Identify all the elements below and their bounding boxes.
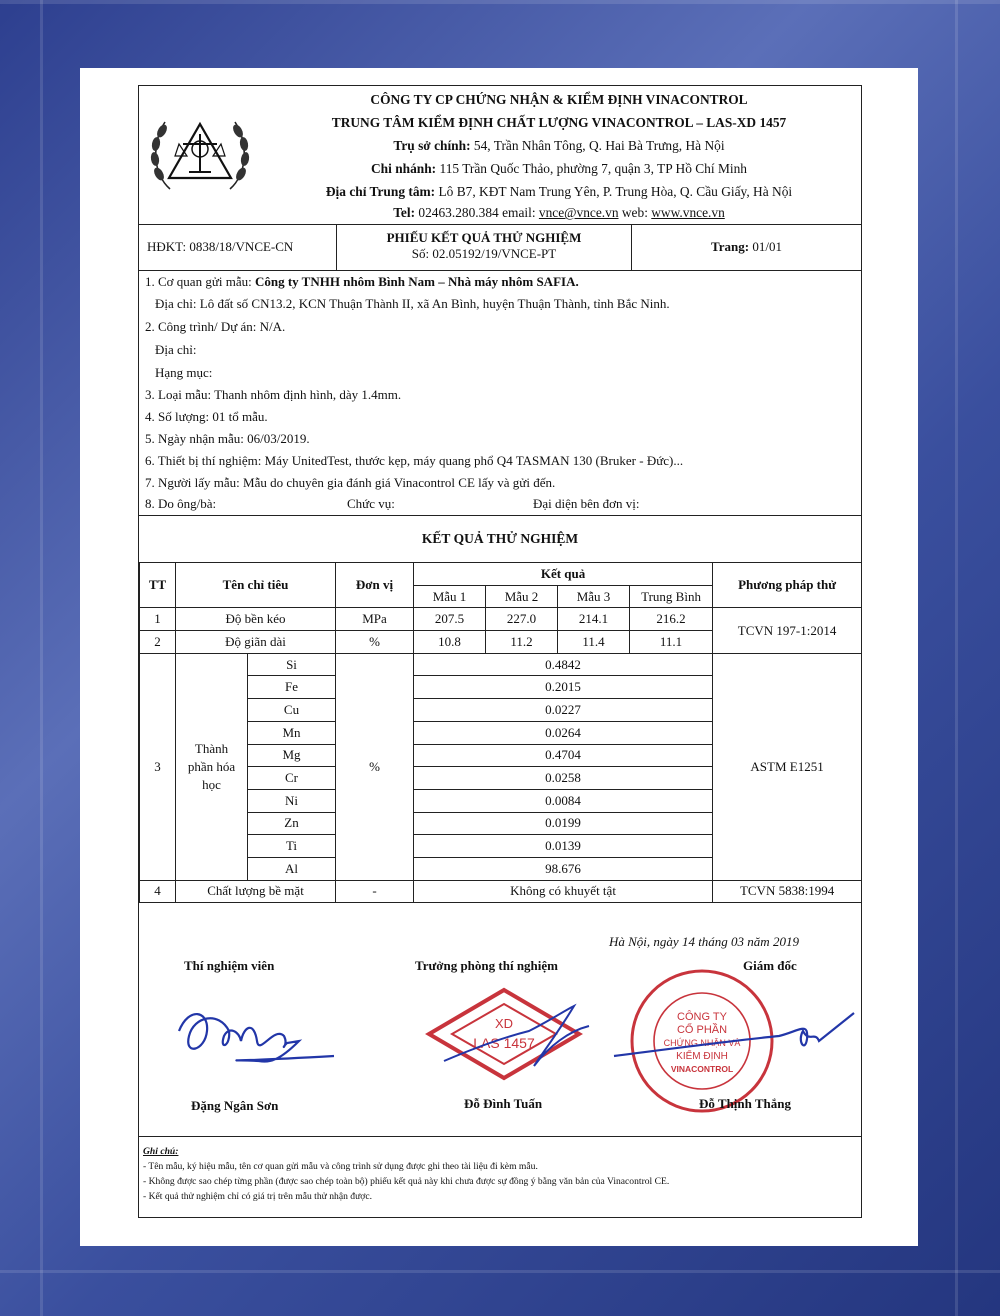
seal-line-1: CÔNG TY — [677, 1011, 727, 1023]
sender-address: Địa chỉ: Lô đất số CN13.2, KCN Thuận Thành II, xã An Bình, huyện Thuận Thành, tỉnh Bắc Ninh. — [155, 296, 670, 311]
background-line — [40, 0, 43, 1316]
scales-of-justice-logo-icon — [145, 104, 255, 204]
las-stamp-line1: XD — [494, 1016, 514, 1031]
element-value: 0.4704 — [414, 744, 713, 767]
company-name: CÔNG TY CP CHỨNG NHẬN & KIỂM ĐỊNH VINACONTROL — [370, 92, 748, 107]
sender-label: 1. Cơ quan gửi mẫu: — [145, 274, 255, 289]
element-name: Al — [248, 857, 336, 880]
row-number: 4 — [140, 880, 176, 903]
sender-name: Công ty TNHH nhôm Bình Nam – Nhà máy nhôm SAFIA. — [254, 274, 579, 289]
row-sample-3: 11.4 — [558, 631, 630, 654]
background-line — [0, 0, 1000, 4]
row-name: Độ bền kéo — [176, 608, 336, 631]
tester-signature-icon — [169, 1001, 339, 1071]
element-name: Si — [248, 653, 336, 676]
seal-line-4: KIỂM ĐỊNH — [676, 1051, 728, 1062]
header-tt: TT — [140, 563, 176, 608]
element-value: 0.0084 — [414, 789, 713, 812]
report-title: PHIẾU KẾT QUẢ THỬ NGHIỆM — [386, 230, 582, 245]
row-unit: - — [336, 880, 414, 903]
report-number: Số: 02.05192/19/VNCE-PT — [411, 246, 557, 261]
element-name: Cr — [248, 767, 336, 790]
hq-label: Trụ sở chính: — [393, 138, 471, 153]
seal-line-5: VINACONTROL — [670, 1064, 734, 1074]
tester-role: Thí nghiệm viên — [184, 958, 275, 973]
branch-label: Chi nhánh: — [371, 161, 437, 176]
tel: 02463.280.384 email: — [415, 205, 539, 220]
row-number: 3 — [140, 653, 176, 880]
page-number: 01/01 — [749, 239, 782, 254]
row-average: 11.1 — [630, 631, 713, 654]
element-name: Mg — [248, 744, 336, 767]
element-value: 0.0139 — [414, 835, 713, 858]
tel-label: Tel: — [393, 205, 416, 220]
sign-date: Hà Nội, ngày 14 tháng 03 năm 2019 — [609, 934, 799, 949]
element-value: 0.0264 — [414, 721, 713, 744]
header-sample-3: Mẫu 3 — [558, 585, 630, 608]
lab-head-name: Đỗ Đình Tuấn — [464, 1096, 543, 1111]
table-row — [140, 880, 862, 903]
element-value: 0.0199 — [414, 812, 713, 835]
position: Chức vụ: — [347, 496, 395, 511]
results-title: KẾT QUẢ THỬ NGHIỆM — [139, 515, 861, 563]
project: 2. Công trình/ Dự án: N/A. — [145, 319, 286, 334]
note-1: - Tên mẫu, ký hiệu mẫu, tên cơ quan gửi mẫu và công trình sử dụng được ghi theo tài liệu đi kèm mẫu. — [143, 1161, 538, 1172]
element-value: 98.676 — [414, 857, 713, 880]
sample-info — [139, 270, 861, 516]
element-name: Cu — [248, 699, 336, 722]
row-name: Thành phần hóa học — [176, 653, 248, 880]
letterhead — [139, 86, 861, 225]
notes — [143, 1144, 669, 1204]
row-unit: % — [336, 653, 414, 880]
background-line — [955, 0, 958, 1316]
header-name: Tên chỉ tiêu — [176, 563, 336, 608]
row-number: 1 — [140, 608, 176, 631]
row-name: Chất lượng bề mặt — [176, 880, 336, 903]
element-name: Zn — [248, 812, 336, 835]
element-value: 0.4842 — [414, 653, 713, 676]
row-sample-1: 207.5 — [414, 608, 486, 631]
row-sample-2: 11.2 — [486, 631, 558, 654]
element-value: 0.2015 — [414, 676, 713, 699]
background-line — [0, 1270, 1000, 1273]
branch-address: 115 Trần Quốc Thảo, phường 7, quận 3, TP Hồ Chí Minh — [436, 161, 747, 176]
header-average: Trung Bình — [630, 585, 713, 608]
element-name: Ti — [248, 835, 336, 858]
table-row — [140, 653, 862, 676]
page-label: Trang: — [711, 239, 750, 254]
header-sample-1: Mẫu 1 — [414, 585, 486, 608]
note-3: - Kết quả thử nghiệm chỉ có giá trị trên mẫu thử nhận được. — [143, 1191, 373, 1202]
director-role: Giám đốc — [743, 958, 797, 973]
hq-address: 54, Trần Nhân Tông, Q. Hai Bà Trưng, Hà Nội — [470, 138, 725, 153]
sample-type: 3. Loại mẫu: Thanh nhôm định hình, dày 1.4mm. — [145, 387, 402, 402]
table-row — [140, 608, 862, 631]
notes-divider — [139, 1136, 861, 1137]
email-link[interactable]: vnce@vnce.vn — [538, 205, 619, 220]
row-sample-1: 10.8 — [414, 631, 486, 654]
element-name: Ni — [248, 789, 336, 812]
web-label: web: — [618, 205, 652, 220]
test-report-document — [138, 85, 862, 1218]
director-signature-icon — [609, 1001, 859, 1071]
reference-row — [139, 224, 861, 271]
project-address: Địa chỉ: — [155, 342, 197, 357]
tester-name: Đặng Ngân Sơn — [191, 1098, 279, 1113]
element-value: 0.0227 — [414, 699, 713, 722]
element-value: 0.0258 — [414, 767, 713, 790]
row-unit: MPa — [336, 608, 414, 631]
center-address-label: Địa chỉ Trung tâm: — [325, 184, 436, 199]
delivered-by: 8. Do ông/bà: — [145, 496, 217, 511]
results-table — [139, 562, 862, 903]
row-unit: % — [336, 631, 414, 654]
row-sample-3: 214.1 — [558, 608, 630, 631]
sample-quantity: 4. Số lượng: 01 tổ mẫu. — [145, 409, 268, 424]
seal-line-3: CHỨNG NHẬN VÀ — [663, 1038, 741, 1048]
unit-representative: Đại diện bên đơn vị: — [533, 496, 640, 511]
center-name: TRUNG TÂM KIỂM ĐỊNH CHẤT LƯỢNG VINACONTROL – LAS-XD 1457 — [331, 115, 787, 130]
director-name: Đỗ Thịnh Thắng — [699, 1096, 792, 1111]
seal-line-2: CỔ PHẦN — [676, 1024, 728, 1036]
row-sample-2: 227.0 — [486, 608, 558, 631]
header-result: Kết quả — [414, 563, 713, 586]
row-number: 2 — [140, 631, 176, 654]
notes-title: Ghi chú: — [143, 1146, 179, 1157]
row-method: TCVN 197-1:2014 — [713, 608, 862, 653]
header-unit: Đơn vị — [336, 563, 414, 608]
row-value: Không có khuyết tật — [414, 880, 713, 903]
row-average: 216.2 — [630, 608, 713, 631]
row-name: Độ giãn dài — [176, 631, 336, 654]
header-sample-2: Mẫu 2 — [486, 585, 558, 608]
web-link[interactable]: www.vnce.vn — [651, 205, 725, 220]
project-item: Hạng mục: — [155, 365, 213, 380]
sampler: 7. Người lấy mẫu: Mẫu do chuyên gia đánh giá Vinacontrol CE lấy và gửi đến. — [145, 475, 556, 490]
element-name: Mn — [248, 721, 336, 744]
las-stamp-line2: LAS 1457 — [473, 1035, 535, 1051]
test-equipment: 6. Thiết bị thí nghiệm: Máy UnitedTest, thước kẹp, máy quang phổ Q4 TASMAN 130 (Bruker - Đức)... — [145, 453, 684, 468]
header-method: Phương pháp thử — [713, 563, 862, 608]
row-method: TCVN 5838:1994 — [713, 880, 862, 903]
contract-number: HĐKT: 0838/18/VNCE-CN — [139, 224, 337, 270]
element-name: Fe — [248, 676, 336, 699]
center-address: Lô B7, KĐT Nam Trung Yên, P. Trung Hòa, Q. Cầu Giấy, Hà Nội — [435, 184, 793, 199]
lab-head-signature-icon — [439, 991, 629, 1081]
receipt-date: 5. Ngày nhận mẫu: 06/03/2019. — [145, 431, 310, 446]
row-method: ASTM E1251 — [713, 653, 862, 880]
lab-head-role: Trưởng phòng thí nghiệm — [415, 958, 558, 973]
note-2: - Không được sao chép từng phần (được sao chép toàn bộ) phiếu kết quả này khi chưa được sự đồng ý bằng văn bản của Vinacontrol CE. — [143, 1176, 670, 1187]
